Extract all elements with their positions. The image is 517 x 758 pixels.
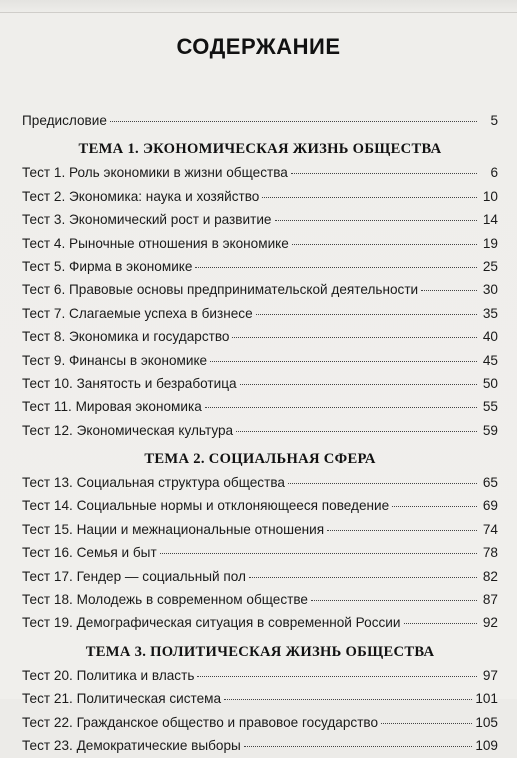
- toc-entry-label: Тест 22. Гражданское общество и правовое государство: [22, 714, 379, 730]
- toc-entry-page: 69: [482, 498, 498, 514]
- dot-leader: [210, 360, 477, 362]
- toc-entry[interactable]: [22, 373, 498, 396]
- toc-entry-label: Тест 15. Нации и межнациональные отношения: [22, 521, 325, 537]
- toc-entry-label: Предисловие: [22, 113, 107, 128]
- toc-entry-page: 82: [482, 568, 498, 584]
- toc-entry[interactable]: [22, 495, 498, 518]
- dot-leader: [197, 675, 477, 677]
- toc-entry-label: Тест 18. Молодежь в современном обществе: [22, 592, 308, 608]
- toc-entry-page: 6: [490, 165, 498, 181]
- toc-entry-page: 101: [475, 691, 498, 707]
- table-of-contents: [22, 110, 498, 758]
- toc-entry-label: Тест 17. Гендер — социальный пол: [22, 568, 246, 584]
- toc-entry-page: 65: [482, 475, 498, 491]
- section-items-3: [22, 665, 498, 758]
- dot-leader: [292, 243, 477, 245]
- dot-leader: [256, 313, 477, 315]
- toc-entry-page: 14: [482, 212, 498, 228]
- toc-entry[interactable]: [22, 256, 498, 279]
- toc-preface[interactable]: [22, 110, 498, 133]
- toc-entry-label: Тест 19. Демографическая ситуация в современной России: [22, 615, 401, 631]
- toc-entry[interactable]: [22, 665, 498, 688]
- toc-entry[interactable]: [22, 279, 498, 302]
- toc-entry-page: 10: [482, 188, 498, 204]
- dot-leader: [195, 266, 477, 268]
- toc-entry-label: Тест 10. Занятость и безработица: [22, 375, 237, 391]
- section-items-2: [22, 472, 498, 636]
- toc-entry-label: Тест 20. Политика и власть: [22, 667, 195, 683]
- toc-entry[interactable]: [22, 612, 498, 635]
- dot-leader: [244, 745, 472, 747]
- dot-leader: [240, 383, 477, 385]
- dot-leader: [421, 289, 477, 291]
- toc-entry-label: Тест 5. Фирма в экономике: [22, 258, 193, 274]
- toc-entry-label: Тест 11. Мировая экономика: [22, 399, 202, 415]
- toc-entry[interactable]: [22, 712, 498, 735]
- toc-entry-page: 40: [482, 329, 498, 345]
- toc-entry[interactable]: [22, 472, 498, 495]
- toc-entry[interactable]: [22, 162, 498, 185]
- toc-entry-label: Тест 6. Правовые основы предпринимательской деятельности: [22, 282, 419, 298]
- toc-entry[interactable]: [22, 688, 498, 711]
- toc-entry[interactable]: [22, 233, 498, 256]
- toc-entry[interactable]: [22, 303, 498, 326]
- toc-entry-label: Тест 16. Семья и быт: [22, 545, 157, 561]
- dot-leader: [262, 196, 477, 198]
- toc-entry-label: Тест 1. Роль экономики в жизни общества: [22, 165, 288, 181]
- toc-entry-page: 30: [482, 282, 498, 298]
- toc-entry[interactable]: [22, 566, 498, 589]
- toc-entry[interactable]: [22, 735, 498, 758]
- section-heading-1: ТЕМА 1. ЭКОНОМИЧЕСКАЯ ЖИЗНЬ ОБЩЕСТВА: [78, 141, 442, 158]
- toc-entry-label: Тест 2. Экономика: наука и хозяйство: [22, 188, 260, 204]
- dot-leader: [327, 529, 477, 531]
- toc-entry-page: 55: [482, 399, 498, 415]
- toc-entry[interactable]: [22, 589, 498, 612]
- toc-entry[interactable]: [22, 186, 498, 209]
- toc-entry-page: 5: [490, 113, 498, 128]
- dot-leader: [392, 505, 477, 507]
- toc-entry-page: 97: [482, 667, 498, 683]
- dot-leader: [232, 336, 477, 338]
- toc-entry[interactable]: [22, 350, 498, 373]
- toc-entry-page: 105: [475, 714, 498, 730]
- page-title: СОДЕРЖАНИЕ: [176, 34, 341, 59]
- toc-entry[interactable]: [22, 519, 498, 542]
- dot-leader: [205, 406, 477, 408]
- toc-entry-page: 92: [482, 615, 498, 631]
- toc-entry-label: Тест 21. Политическая система: [22, 691, 222, 707]
- toc-entry-label: Тест 13. Социальная структура общества: [22, 475, 285, 491]
- dot-leader: [236, 430, 477, 432]
- toc-entry-page: 109: [475, 737, 498, 753]
- toc-entry-page: 35: [482, 305, 498, 321]
- toc-entry-label: Тест 9. Финансы в экономике: [22, 352, 208, 368]
- toc-entry-page: 45: [482, 352, 498, 368]
- toc-entry-page: 50: [482, 375, 498, 391]
- toc-entry-page: 87: [482, 592, 498, 608]
- toc-entry[interactable]: [22, 542, 498, 565]
- toc-entry-page: 25: [482, 258, 498, 274]
- dot-leader: [110, 120, 477, 122]
- toc-entry[interactable]: [22, 209, 498, 232]
- dot-leader: [275, 219, 478, 221]
- dot-leader: [249, 576, 477, 578]
- toc-entry-label: Тест 3. Экономический рост и развитие: [22, 212, 272, 228]
- toc-entry-page: 74: [482, 521, 498, 537]
- section-heading-2: ТЕМА 2. СОЦИАЛЬНАЯ СФЕРА: [144, 451, 376, 468]
- toc-entry-label: Тест 7. Слагаемые успеха в бизнесе: [22, 305, 253, 321]
- toc-entry-page: 59: [482, 422, 498, 438]
- dot-leader: [311, 599, 477, 601]
- toc-entry[interactable]: [22, 396, 498, 419]
- dot-leader: [404, 622, 478, 624]
- toc-entry-label: Тест 4. Рыночные отношения в экономике: [22, 235, 289, 251]
- dot-leader: [160, 552, 477, 554]
- toc-entry-label: Тест 23. Демократические выборы: [22, 737, 241, 753]
- toc-entry-label: Тест 14. Социальные нормы и отклоняющееся поведение: [22, 498, 390, 514]
- toc-entry[interactable]: [22, 326, 498, 349]
- toc-entry-page: 78: [482, 545, 498, 561]
- dot-leader: [288, 482, 477, 484]
- toc-entry-label: Тест 12. Экономическая культура: [22, 422, 234, 438]
- toc-entry-label: Тест 8. Экономика и государство: [22, 329, 230, 345]
- dot-leader: [291, 172, 477, 174]
- section-heading-3: ТЕМА 3. ПОЛИТИЧЕСКАЯ ЖИЗНЬ ОБЩЕСТВА: [85, 643, 435, 660]
- section-items-1: [22, 162, 498, 443]
- toc-entry[interactable]: [22, 420, 498, 443]
- dot-leader: [381, 722, 472, 724]
- toc-entry-page: 19: [482, 235, 498, 251]
- bleed-through-rule: [0, 12, 517, 13]
